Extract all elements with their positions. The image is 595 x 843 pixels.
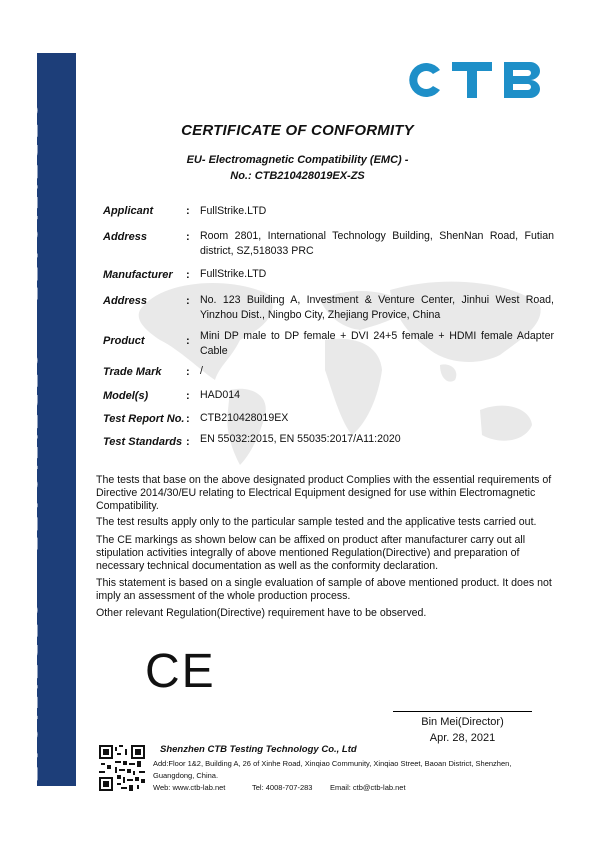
applicant-address-label: Address <box>103 231 148 243</box>
paragraph-ce-marking: The CE markings as shown below can be affixed on product after manufacturer carry out all stipulation activities integrally of above mentioned Regulation(Directive) and preparation of necessary technical documentation as well as the conformity declaration. <box>96 534 526 573</box>
signature-date: Apr. 28, 2021 <box>429 732 496 744</box>
applicant-address-value: Room 2801, International Technology Building, ShenNan Road, Futian district, SZ,518033 PRC <box>200 230 554 257</box>
product-label: Product <box>103 335 145 347</box>
colon: : <box>186 390 190 402</box>
applicant-label: Applicant <box>103 205 154 217</box>
test-report-value: CTB210428019EX <box>200 412 289 424</box>
product-value: Mini DP male to DP female + DVI 24+5 female + HDMI female Adapter Cable <box>200 330 554 357</box>
test-standards-label: Test Standards <box>103 436 183 448</box>
company-address-line1: Add:Floor 1&2, Building A, 26 of Xinhe Road, Xinqiao Community, Xinqiao Street, Baoan District, Shenzhen, <box>153 759 512 768</box>
signatory-name: Bin Mei(Director) <box>421 716 504 728</box>
side-banner-text: CERTIFICATE ◆ CERTIFICATE ◆ CERTIFICATE <box>17 102 42 807</box>
manufacturer-address-label: Address <box>103 295 148 307</box>
test-report-label: Test Report No. <box>103 413 185 425</box>
paragraph-evaluation: This statement is based on a single evaluation of sample of above mentioned product. It does not imply an assessment of the whole production process. <box>96 577 552 603</box>
company-web: Web: www.ctb-lab.net <box>153 783 226 792</box>
colon: : <box>186 231 190 243</box>
company-name: Shenzhen CTB Testing Technology Co., Ltd <box>160 744 357 755</box>
manufacturer-value: FullStrike.LTD <box>200 268 267 280</box>
manufacturer-address-value: No. 123 Building A, Investment & Venture Center, Jinhui West Road, Yinzhou Dist., Ningbo City, Zhejiang Provice, China <box>200 294 554 321</box>
paragraph-other-regulation: Other relevant Regulation(Directive) requirement have to be observed. <box>96 607 427 619</box>
certificate-title: CERTIFICATE OF CONFORMITY <box>181 122 414 139</box>
ce-mark: CE <box>145 645 216 698</box>
ctb-logo <box>400 58 552 102</box>
colon: : <box>186 436 190 448</box>
paragraph-compliance: The tests that base on the above designated product Complies with the essential requirements of Directive 2014/30/EU relating to Electrical Equipment designed for use within Electromagnetic Compatibility. <box>96 474 552 513</box>
colon: : <box>186 295 190 307</box>
model-label: Model(s) <box>103 390 149 402</box>
colon: : <box>186 205 190 217</box>
colon: : <box>186 335 190 347</box>
trade-mark-label: Trade Mark <box>103 366 162 378</box>
certificate-number: No.: CTB210428019EX-ZS <box>230 170 365 182</box>
certificate-subtitle: EU- Electromagnetic Compatibility (EMC) - <box>186 154 409 166</box>
colon: : <box>186 366 190 378</box>
qr-code-icon <box>99 745 145 791</box>
test-standards-value: EN 55032:2015, EN 55035:2017/A11:2020 <box>200 433 401 445</box>
applicant-value: FullStrike.LTD <box>200 205 267 217</box>
colon: : <box>186 413 190 425</box>
colon: : <box>186 269 190 281</box>
paragraph-scope: The test results apply only to the particular sample tested and the applicative tests carried out. <box>96 516 537 528</box>
signature-line <box>393 711 532 712</box>
company-tel: Tel: 4008-707-283 <box>252 783 313 792</box>
company-address-line2: Guangdong, China. <box>153 771 219 780</box>
company-email: Email: ctb@ctb-lab.net <box>330 783 406 792</box>
trade-mark-value: / <box>200 365 203 377</box>
model-value: HAD014 <box>200 389 241 401</box>
manufacturer-label: Manufacturer <box>103 269 173 281</box>
